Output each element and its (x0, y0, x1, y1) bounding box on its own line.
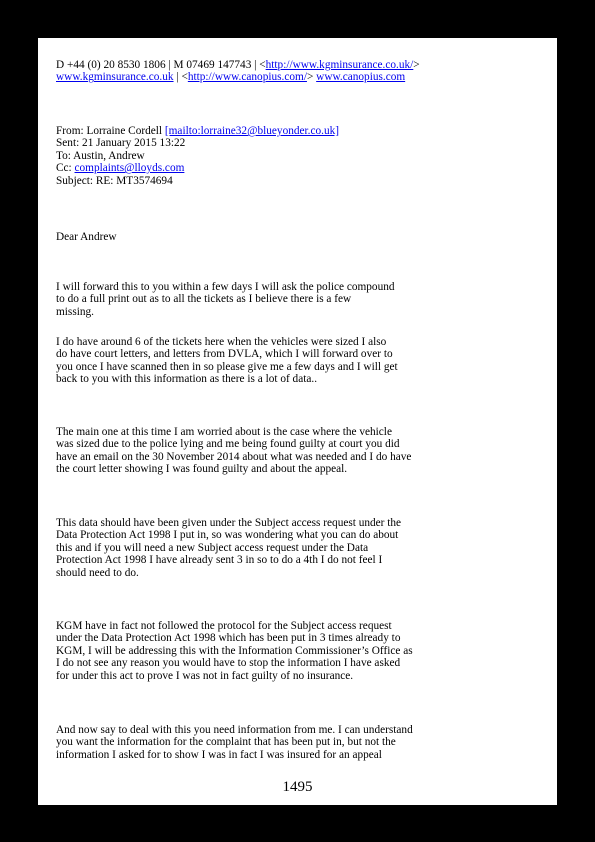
cc-label: Cc: (56, 162, 75, 175)
from-text: From: Lorraine Cordell (56, 125, 165, 137)
sent-line: Sent: 21 January 2015 13:22 (56, 137, 186, 150)
page-number: 1495 (282, 779, 313, 795)
greeting: Dear Andrew (56, 231, 117, 243)
kgm-site-link[interactable]: www.kgminsurance.co.uk (56, 71, 174, 84)
email-header (56, 125, 536, 187)
canopius-url-link[interactable]: http://www.canopius.com/ (187, 71, 307, 84)
paragraph-4: This data should have been given under the Subject access request under the Data Protection Act 1998 I put in, so was wondering what you can do about this and if you will need a new Subject access request under the Data Protection Act 1998 I have already sent 3 in so to do a 4th I do not feel I should need to do. (56, 517, 402, 579)
contact-bracket: > (413, 59, 420, 71)
kgm-url-link[interactable]: http://www.kgminsurance.co.uk/ (265, 59, 414, 71)
cc-email-link[interactable]: complaints@lloyds.com (74, 162, 185, 175)
contact-separator: | < (173, 71, 188, 84)
contact-details (56, 59, 536, 84)
paragraph-6: And now say to deal with this you need information from me. I can understand you want the information for the complaint that has been put in, but not the information I asked for to show I was in fact I was insured for an appeal (56, 724, 413, 761)
document-page (38, 38, 557, 805)
contact-bracket-2: > (306, 71, 317, 84)
paragraph-2: I do have around 6 of the tickets here when the vehicles were sized I also do have court letters, and letters from DVLA, which I will forward over to you once I have scanned then in so please give me a few days and I will get back to you with this information as there is a lot of data.. (56, 336, 398, 386)
paragraph-3: The main one at this time I am worried about is the case where the vehicle was sized due to the police lying and me being found guilty at court you did have an email on the 30 November 2014 about what was needed and I do have the court letter showing I was found guilty and about the appeal. (56, 426, 412, 476)
paragraph-5: KGM have in fact not followed the protocol for the Subject access request under the Data Protection Act 1998 which has been put in 3 times already to KGM, I will be addressing this with the Information Commissioner’s Office as I do not see any reason you would have to stop the information I have asked for under this act to prove I was not in fact guilty of no insurance. (56, 620, 413, 682)
contact-phone-text: D +44 (0) 20 8530 1806 | M 07469 147743 | < (56, 59, 266, 71)
canopius-site-link[interactable]: www.canopius.com (316, 71, 406, 84)
to-line: To: Austin, Andrew (56, 149, 145, 162)
paragraph-1: I will forward this to you within a few days I will ask the police compound to do a full print out as to all the tickets as I believe there is a few missing. (56, 281, 395, 318)
subject-line: Subject: RE: MT3574694 (56, 174, 173, 187)
from-mailto-link[interactable]: [mailto:lorraine32@blueyonder.co.uk] (164, 125, 340, 137)
